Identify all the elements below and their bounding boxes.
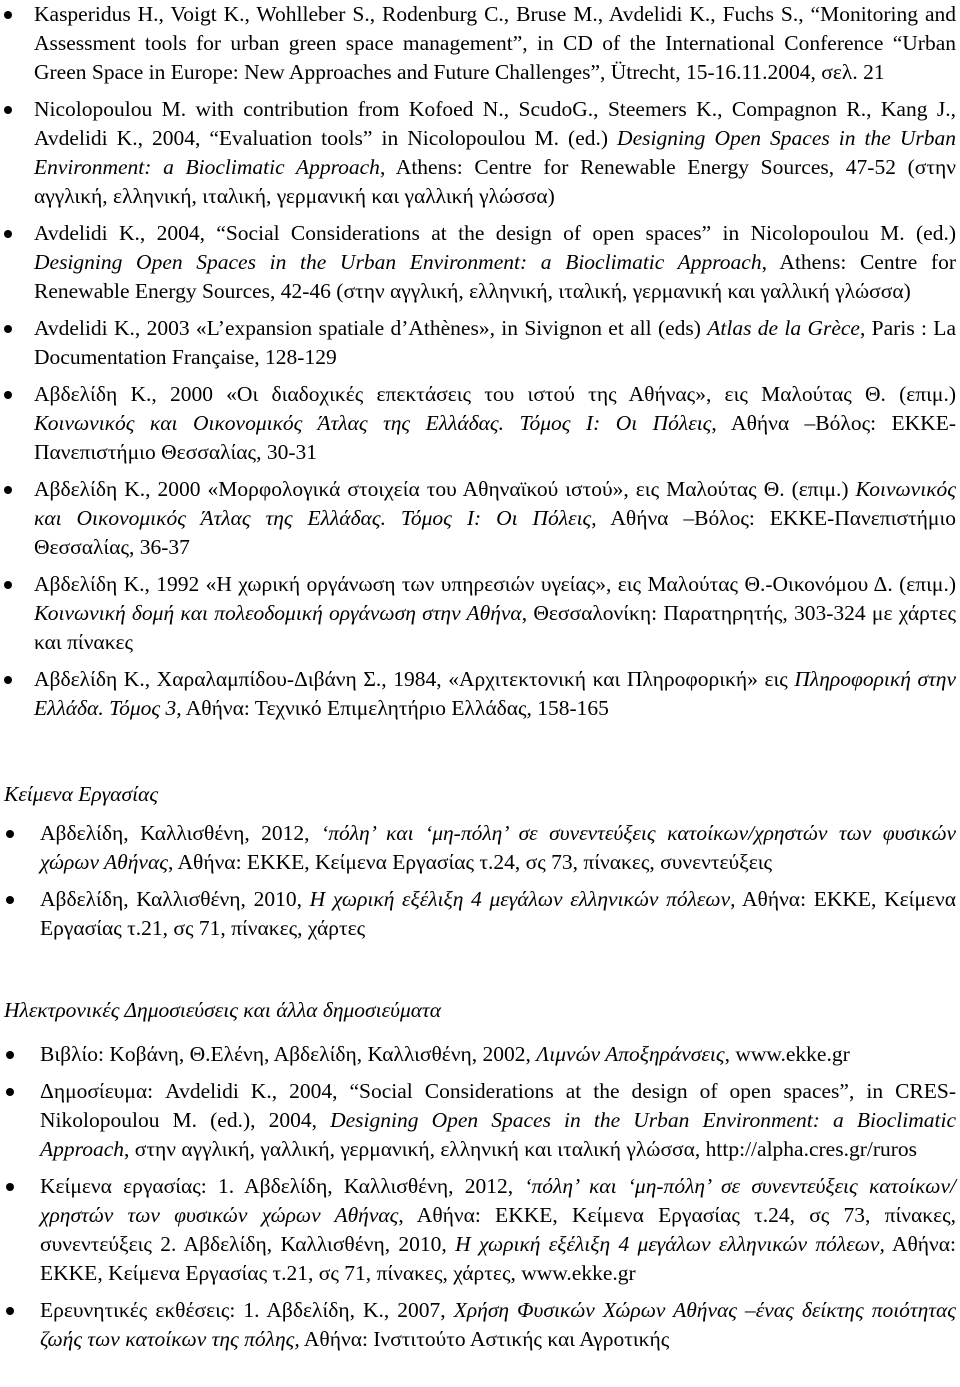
bullet-icon — [6, 1088, 14, 1096]
reference-text: , Paris : La Documentation Française, 128-129 — [34, 316, 956, 369]
reference-item — [0, 819, 960, 877]
reference-text: Αβδελίδη, Καλλισθένη, 2012, — [40, 821, 322, 845]
reference-text: Αβδελίδη Κ., 2000 «Μορφολογικά στοιχεία του Αθηναϊκού ιστού», εις Μαλούτας Θ. (επιμ.) — [34, 477, 856, 501]
reference-item — [0, 95, 960, 211]
bullet-icon — [4, 486, 12, 494]
reference-title-text: Κοινωνική δομή και πολεοδομική οργάνωση στην Αθήνα — [34, 601, 522, 625]
reference-title-text: Designing Open Spaces in the Urban Environment: a Bioclimatic Approach — [40, 1108, 956, 1161]
bullet-icon — [4, 581, 12, 589]
reference-text: Αθήνα: ΕΚΚΕ, Κείμενα Εργασίας τ.21, σς 71, πίνακες, χάρτες, www.ekke.gr — [40, 1232, 957, 1285]
reference-text: Nicolopoulou M. with contribution from Kofoed N., ScudoG., Steemers K., Compagnon R., Kang J., Avdelidi K., 2004, “Evaluation tools” in Nicolopoulou M. (ed.) — [34, 97, 956, 150]
reference-title-text: Κοινωνικός και Οικονομικός Άτλας της Ελλάδας. Τόμος Ι: Οι Πόλεις — [34, 477, 956, 530]
reference-item — [0, 314, 960, 372]
reference-item — [0, 1077, 960, 1164]
reference-text: , Αθήνα –Βόλος: ΕΚΚΕ-Πανεπιστήμιο Θεσσαλίας, 36-37 — [34, 506, 956, 559]
bullet-icon — [4, 391, 12, 399]
bullet-icon — [6, 1183, 14, 1191]
reference-item — [0, 0, 960, 87]
reference-text: , www.ekke.gr — [724, 1042, 850, 1066]
reference-text: Avdelidi K., 2003 «L’expansion spatiale d’Athènes», in Sivignon et all (eds) — [34, 316, 708, 340]
reference-text: Αβδελίδη, Καλλισθένη, 2010, — [40, 887, 310, 911]
reference-title-text: Designing Open Spaces in the Urban Environment: a Bioclimatic Approach — [34, 250, 762, 274]
reference-text: Δημοσίευμα: Avdelidi K., 2004, “Social Considerations at the design of open spaces”, in CRES-Nikolopoulou M. (ed.), 2004, — [40, 1079, 956, 1132]
reference-text: , Αθήνα: ΕΚΚΕ, Κείμενα Εργασίας τ.24, σς 73, πίνακες, συνεντεύξεις — [167, 850, 773, 874]
reference-title-text: Λιμνών Αποξηράνσεις — [536, 1042, 725, 1066]
electronic-publications-list — [0, 1040, 960, 1354]
reference-title-text: ‘πόλη’ και ‘μη-πόλη’ σε συνεντεύξεις κατοίκων/χρηστών των φυσικών χώρων Αθήνας — [40, 821, 956, 874]
reference-text: , στην αγγλική, γαλλική, γερμανική, ελληνική και ιταλική γλώσσα, http://alpha.cres.gr/ruros — [124, 1137, 918, 1161]
reference-title-text: Atlas de la Grèce — [707, 316, 860, 340]
reference-text: , Athens: Centre for Renewable Energy Sources, 42-46 (στην αγγλική, ελληνική, ιταλική, γερμανική και γαλλική γλώσσα) — [34, 250, 956, 303]
bullet-icon — [4, 106, 12, 114]
bullet-icon — [4, 676, 12, 684]
reference-item — [0, 570, 960, 657]
reference-title-text: Η χωρική εξέλιξη 4 μεγάλων ελληνικών πόλεων, — [309, 887, 736, 911]
reference-title-text: Designing Open Spaces in the Urban Environment: a Bioclimatic Approach — [34, 126, 956, 179]
section-heading-working-papers: Κείμενα Εργασίας — [4, 782, 159, 806]
working-papers-section — [0, 819, 960, 943]
reference-item — [0, 1172, 960, 1288]
section-heading-electronic-publications: Ηλεκτρονικές Δημοσιεύσεις και άλλα δημοσιεύματα — [4, 998, 442, 1022]
reference-text: Κείμενα εργασίας: 1. Αβδελίδη, Καλλισθένη, 2012, — [40, 1174, 525, 1198]
reference-title-text: Η χωρική εξέλιξη 4 μεγάλων ελληνικών πόλεων, — [455, 1232, 885, 1256]
reference-text: Αθήνα: Τεχνικό Επιμελητήριο Ελλάδας, 158-165 — [181, 696, 609, 720]
reference-item — [0, 885, 960, 943]
reference-text: Αβδελίδη Κ., Χαραλαμπίδου-Διβάνη Σ., 1984, «Αρχιτεκτονική και Πληροφορική» εις — [34, 667, 795, 691]
reference-title-text: Χρήση Φυσικών Χώρων Αθήνας –ένας δείκτης ποιότητας ζωής των κατοίκων της πόλης, — [40, 1298, 956, 1351]
reference-text: Βιβλίο: Κοβάνη, Θ.Ελένη, Αβδελίδη, Καλλισθένη, 2002, — [40, 1042, 537, 1066]
reference-text: , Θεσσαλονίκη: Παρατηρητής, 303-324 με χάρτες και πίνακες — [34, 601, 956, 654]
bullet-icon — [6, 830, 14, 838]
reference-title-text: Πληροφορική στην Ελλάδα. Τόμος 3, — [34, 667, 956, 720]
working-papers-list — [0, 819, 960, 943]
reference-text: , Αθήνα: ΕΚΚΕ, Κείμενα Εργασίας τ.24, σς 73, πίνακες, συνεντεύξεις 2. Αβδελίδη, Καλλισθένη, 2010, — [40, 1203, 956, 1256]
bullet-icon — [6, 1051, 14, 1059]
reference-text: Αθήνα: Ινστιτούτο Αστικής και Αγροτικής — [299, 1327, 670, 1351]
bullet-icon — [6, 896, 14, 904]
reference-text: Αβδελίδη Κ., 2000 «Οι διαδοχικές επεκτάσεις του ιστού της Αθήνας», εις Μαλούτας Θ. (επιμ.) — [34, 382, 956, 406]
reference-item — [0, 475, 960, 562]
reference-item — [0, 665, 960, 723]
reference-item — [0, 380, 960, 467]
bullet-icon — [4, 230, 12, 238]
bullet-icon — [4, 11, 12, 19]
reference-text: , Athens: Centre for Renewable Energy Sources, 47-52 (στην αγγλική, ελληνική, ιταλική, γερμανική και γαλλική γλώσσα) — [34, 155, 956, 208]
reference-text: Ερευνητικές εκθέσεις: 1. Αβδελίδη, Κ., 2007, — [40, 1298, 454, 1322]
reference-item — [0, 219, 960, 306]
reference-title-text: ‘πόλη’ και ‘μη-πόλη’ σε συνεντεύξεις κατοίκων/χρηστών των φυσικών χώρων Αθήνας — [40, 1174, 957, 1227]
bullet-icon — [6, 1307, 14, 1315]
reference-text: Αβδελίδη Κ., 1992 «Η χωρική οργάνωση των υπηρεσιών υγείας», εις Μαλούτας Θ.-Οικονόμου Δ. (επιμ.) — [34, 572, 956, 596]
reference-item — [0, 1040, 960, 1069]
bullet-icon — [4, 325, 12, 333]
reference-text: Αθήνα: ΕΚΚΕ, Κείμενα Εργασίας τ.21, σς 71, πίνακες, χάρτες — [40, 887, 957, 940]
reference-text: Kasperidus H., Voigt K., Wohlleber S., Rodenburg C., Bruse M., Avdelidi K., Fuchs S., “Monitoring and Assessment tools for urban green space management”, in CD of the International Conference “Urban Green Space in Europe: New Approaches and Future Challenges”, Ütrecht, 15-16.11.2004, σελ. 21 — [34, 2, 956, 84]
reference-item — [0, 1296, 960, 1354]
reference-text: Avdelidi K., 2004, “Social Considerations at the design of open spaces” in Nicolopoulou M. (ed.) — [34, 221, 956, 245]
electronic-publications-section — [0, 1040, 960, 1354]
reference-title-text: Κοινωνικός και Οικονομικός Άτλας της Ελλάδας. Τόμος Ι: Οι Πόλεις — [34, 411, 712, 435]
reference-text: , Αθήνα –Βόλος: ΕΚΚΕ-Πανεπιστήμιο Θεσσαλίας, 30-31 — [34, 411, 956, 464]
